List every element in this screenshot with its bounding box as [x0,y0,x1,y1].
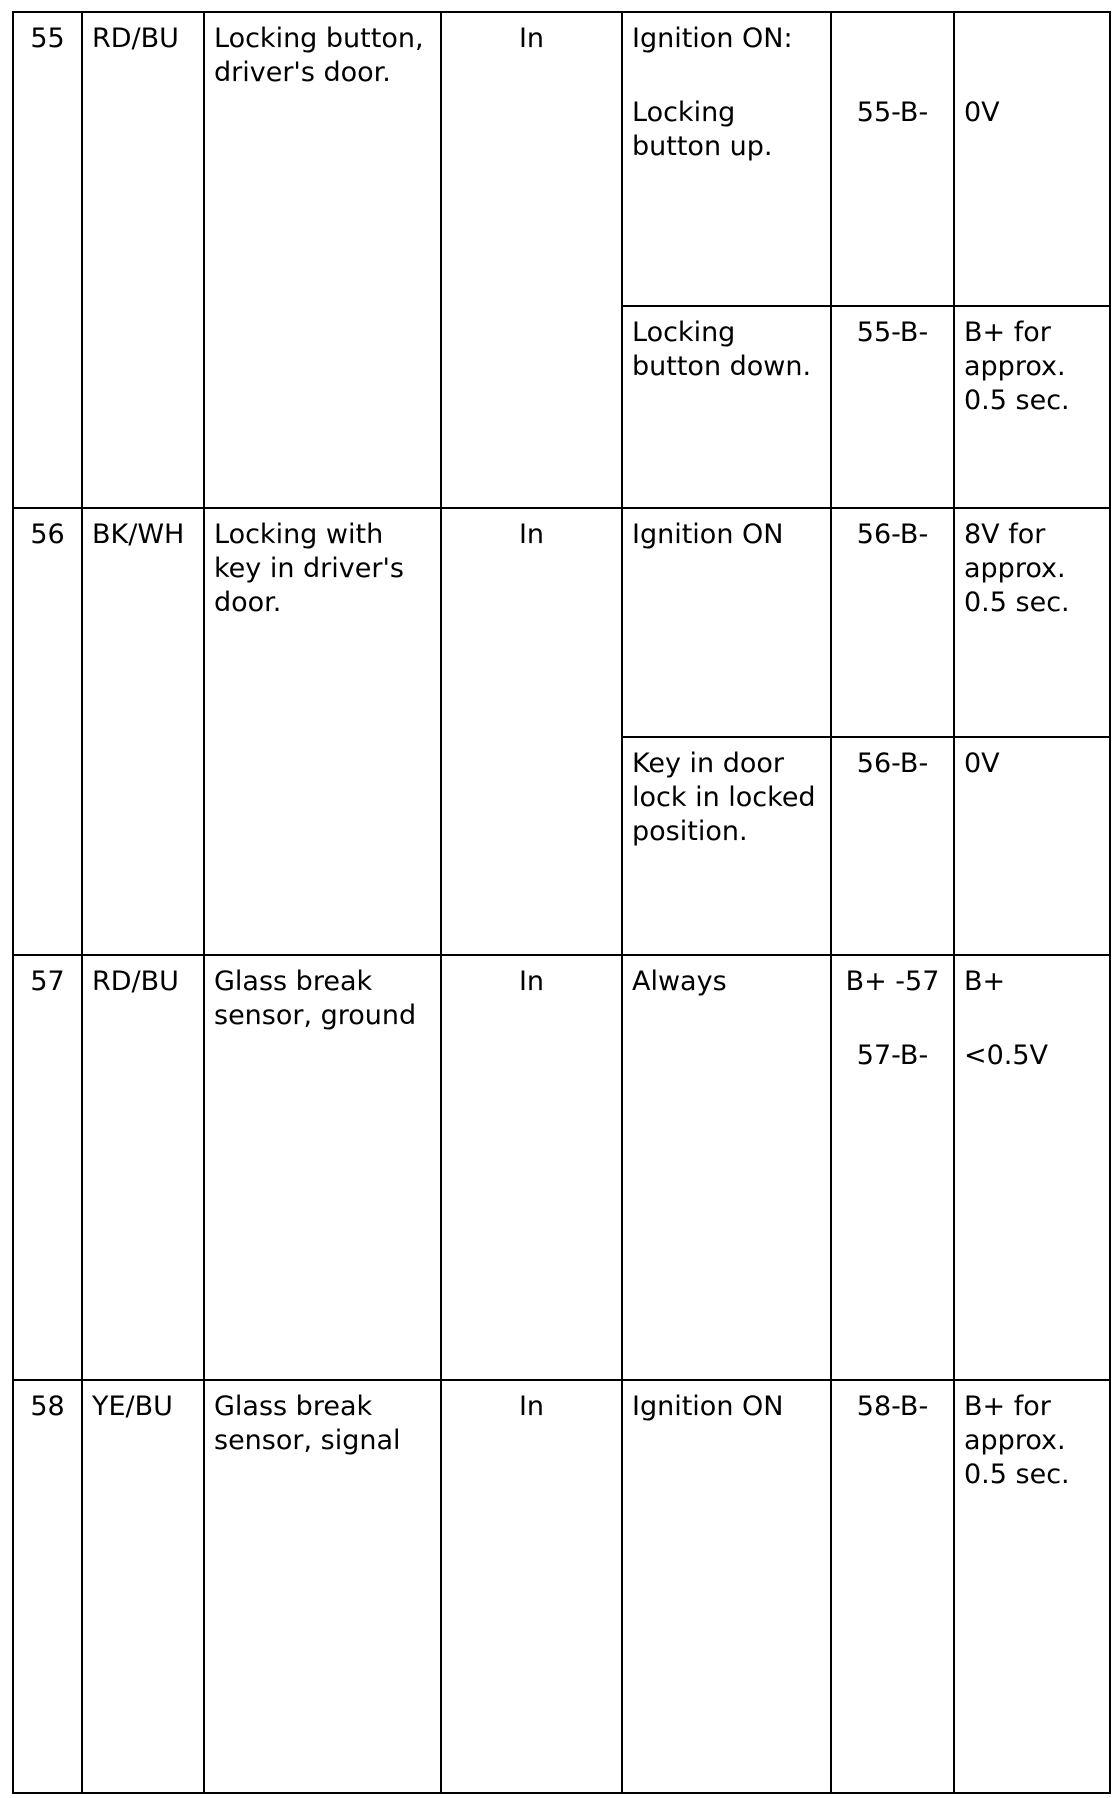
value-text: B+ for approx. 0.5 sec. [954,306,1110,508]
wire-color: BK/WH [82,508,204,955]
measure-text: 58-B- [831,1380,954,1793]
pin-number: 58 [13,1380,82,1793]
table-row [13,955,1110,1380]
signal-direction: In [441,508,622,955]
pin-description: Locking with key in driver's door. [204,508,441,955]
pin-table-container [12,11,1111,1794]
value-cell [954,12,1110,306]
table-row [13,1380,1110,1793]
measure-text: B+ -57 [845,966,940,997]
pin-number: 55 [13,12,82,508]
measure-cell [831,955,954,1380]
condition-text: Ignition ON [622,1380,831,1793]
measure-text: 57-B- [856,1040,929,1071]
pin-number: 56 [13,508,82,955]
value-text: 8V for approx. 0.5 sec. [954,508,1110,737]
table-row [13,508,1110,737]
measure-text: 55-B- [831,306,954,508]
condition-text: Ignition ON [622,508,831,737]
signal-direction: In [441,1380,622,1793]
value-text: B+ [964,966,1006,997]
pin-description: Glass break sensor, signal [204,1380,441,1793]
value-cell [954,955,1110,1380]
signal-direction: In [441,12,622,508]
pin-description: Locking button, driver's door. [204,12,441,508]
value-text: 0V [964,97,1000,128]
wire-color: YE/BU [82,1380,204,1793]
condition-text: Locking button up. [632,97,773,162]
measure-text: 56-B- [831,737,954,955]
pin-table [12,11,1111,1794]
value-text: B+ for approx. 0.5 sec. [954,1380,1110,1793]
wire-color: RD/BU [82,955,204,1380]
measure-text: 56-B- [831,508,954,737]
condition-title: Ignition ON: [632,23,793,54]
measure-cell [831,12,954,306]
measure-text: 55-B- [856,97,929,128]
condition-text: Key in door lock in locked position. [622,737,831,955]
condition-text: Locking button down. [622,306,831,508]
condition-cell [622,12,831,306]
table-row [13,12,1110,306]
value-text: 0V [954,737,1110,955]
condition-text: Always [622,955,831,1380]
value-text: <0.5V [964,1040,1049,1071]
signal-direction: In [441,955,622,1380]
pin-number: 57 [13,955,82,1380]
pin-description: Glass break sensor, ground [204,955,441,1380]
wire-color: RD/BU [82,12,204,508]
